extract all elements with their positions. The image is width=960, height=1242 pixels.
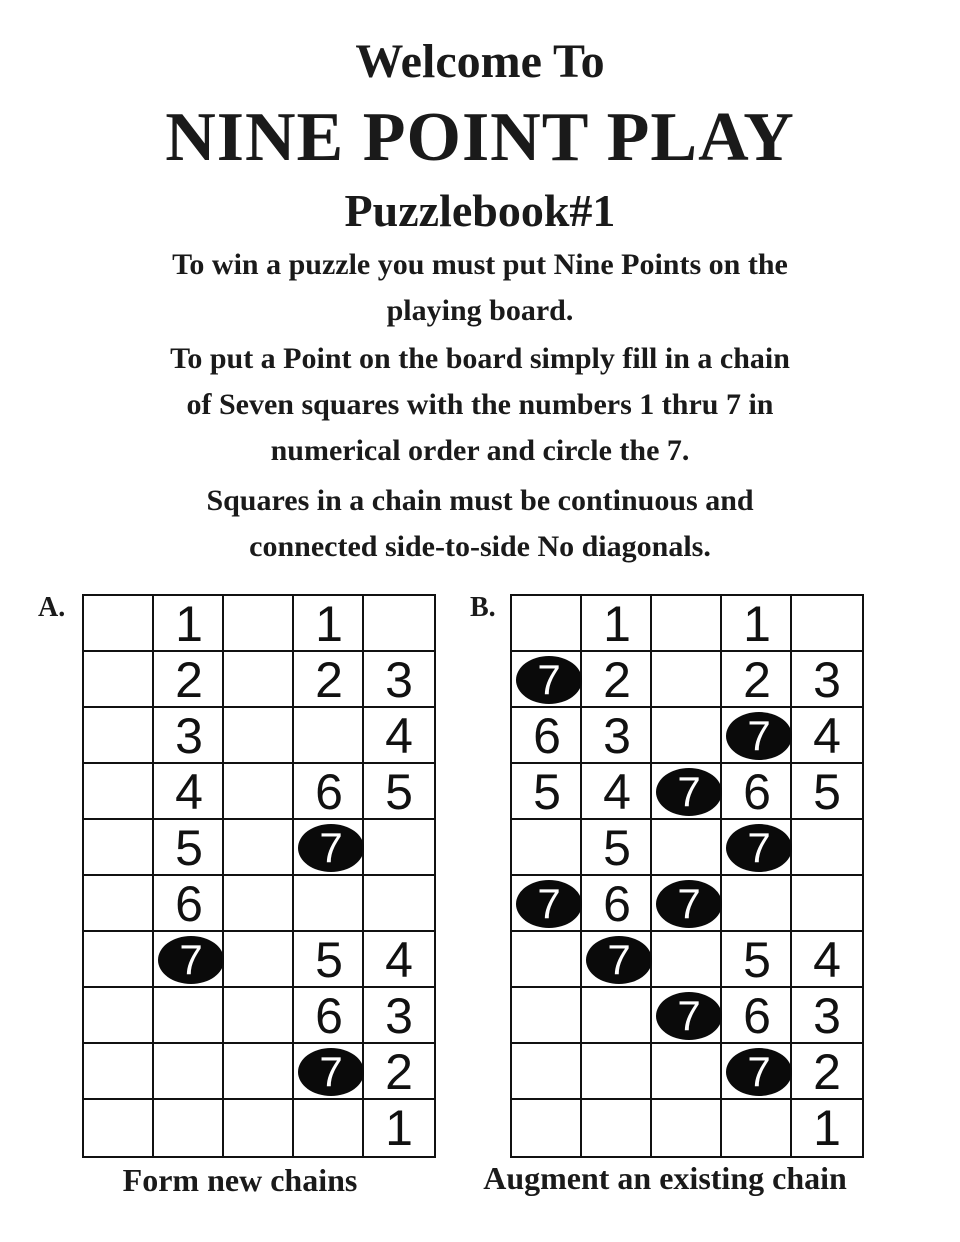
circled-seven: 7 — [656, 992, 722, 1040]
grid-cell[interactable] — [154, 820, 224, 876]
cell-number: 3 — [385, 652, 413, 708]
grid-cell[interactable] — [582, 820, 652, 876]
grid-cell[interactable] — [792, 820, 862, 876]
grid-cell[interactable] — [154, 764, 224, 820]
rule-line: playing board. — [386, 294, 574, 327]
circled-seven: 7 — [726, 1048, 792, 1096]
grid-cell[interactable] — [294, 820, 364, 876]
circled-seven: 7 — [656, 768, 722, 816]
rule-line: connected side-to-side No diagonals. — [249, 530, 711, 563]
grid-cell[interactable] — [294, 1044, 364, 1100]
grid-cell[interactable] — [792, 1100, 862, 1156]
grid-cell[interactable] — [154, 708, 224, 764]
grid-cell[interactable] — [84, 764, 154, 820]
cell-number: 2 — [175, 652, 203, 708]
grid-cell[interactable] — [792, 932, 862, 988]
cell-number: 4 — [175, 764, 203, 820]
grid-cell[interactable] — [582, 932, 652, 988]
grid-cell[interactable] — [224, 876, 294, 932]
grid-cell[interactable] — [294, 1100, 364, 1156]
board-b-caption: Augment an existing chain — [483, 1160, 847, 1196]
grid-cell[interactable] — [84, 932, 154, 988]
rule-line: of Seven squares with the numbers 1 thru 7 in — [186, 388, 774, 421]
grid-cell[interactable] — [364, 708, 434, 764]
cell-number: 2 — [813, 1044, 841, 1100]
cell-number: 3 — [813, 988, 841, 1044]
cell-number: 4 — [813, 932, 841, 988]
cell-number: 5 — [743, 932, 771, 988]
grid-cell[interactable] — [792, 988, 862, 1044]
rule-line: numerical order and circle the 7. — [270, 434, 690, 467]
grid-cell[interactable] — [224, 932, 294, 988]
circled-seven: 7 — [586, 936, 652, 984]
cell-number: 3 — [385, 988, 413, 1044]
cell-number: 5 — [175, 820, 203, 876]
cell-number: 6 — [743, 764, 771, 820]
cell-number: 2 — [315, 652, 343, 708]
grid-cell[interactable] — [792, 876, 862, 932]
grid-cell[interactable] — [652, 652, 722, 708]
grid-cell[interactable] — [154, 876, 224, 932]
cell-number: 5 — [315, 932, 343, 988]
grid-cell[interactable] — [792, 1044, 862, 1100]
grid-cell[interactable] — [512, 988, 582, 1044]
cell-number: 4 — [385, 708, 413, 764]
board-b-grid — [510, 594, 864, 1158]
cell-number: 4 — [603, 764, 631, 820]
cell-number: 4 — [385, 932, 413, 988]
grid-cell[interactable] — [512, 1044, 582, 1100]
cell-number: 1 — [385, 1100, 413, 1156]
circled-seven: 7 — [298, 1048, 364, 1096]
grid-cell[interactable] — [582, 1044, 652, 1100]
grid-cell[interactable] — [582, 596, 652, 652]
cell-number: 1 — [175, 596, 203, 652]
grid-cell[interactable] — [154, 652, 224, 708]
grid-cell[interactable] — [224, 764, 294, 820]
grid-cell[interactable] — [84, 1044, 154, 1100]
grid-cell[interactable] — [224, 708, 294, 764]
circled-seven: 7 — [298, 824, 364, 872]
grid-cell[interactable] — [722, 708, 792, 764]
cell-number: 6 — [315, 764, 343, 820]
grid-cell[interactable] — [294, 988, 364, 1044]
cell-number: 1 — [743, 596, 771, 652]
grid-cell[interactable] — [364, 652, 434, 708]
grid-cell[interactable] — [224, 820, 294, 876]
cell-number: 5 — [533, 764, 561, 820]
grid-cell[interactable] — [652, 1100, 722, 1156]
grid-cell[interactable] — [84, 820, 154, 876]
rule-line: To put a Point on the board simply fill in a chain — [170, 342, 790, 375]
circled-seven: 7 — [726, 712, 792, 760]
grid-cell[interactable] — [364, 988, 434, 1044]
grid-cell[interactable] — [512, 1100, 582, 1156]
grid-cell[interactable] — [722, 1100, 792, 1156]
grid-cell[interactable] — [792, 652, 862, 708]
grid-cell[interactable] — [652, 820, 722, 876]
grid-cell[interactable] — [364, 1044, 434, 1100]
grid-cell[interactable] — [294, 596, 364, 652]
circled-seven: 7 — [726, 824, 792, 872]
grid-cell[interactable] — [652, 932, 722, 988]
grid-cell[interactable] — [294, 876, 364, 932]
grid-cell[interactable] — [364, 932, 434, 988]
grid-cell[interactable] — [294, 708, 364, 764]
grid-cell[interactable] — [294, 652, 364, 708]
grid-cell[interactable] — [512, 708, 582, 764]
grid-cell[interactable] — [364, 876, 434, 932]
cell-number: 1 — [813, 1100, 841, 1156]
circled-seven: 7 — [516, 880, 582, 928]
cell-number: 6 — [743, 988, 771, 1044]
circled-seven: 7 — [516, 656, 582, 704]
board-b-label: B. — [470, 592, 496, 623]
grid-cell[interactable] — [364, 764, 434, 820]
grid-cell[interactable] — [224, 1044, 294, 1100]
grid-cell[interactable] — [154, 596, 224, 652]
grid-cell[interactable] — [652, 764, 722, 820]
cell-number: 4 — [813, 708, 841, 764]
grid-cell[interactable] — [652, 876, 722, 932]
grid-cell[interactable] — [224, 652, 294, 708]
puzzlebook-subtitle: Puzzlebook#1 — [344, 185, 616, 236]
cell-number: 6 — [175, 876, 203, 932]
grid-cell[interactable] — [582, 652, 652, 708]
grid-cell[interactable] — [84, 596, 154, 652]
cell-number: 1 — [315, 596, 343, 652]
cell-number: 3 — [813, 652, 841, 708]
grid-cell[interactable] — [512, 764, 582, 820]
grid-cell[interactable] — [652, 596, 722, 652]
cell-number: 5 — [385, 764, 413, 820]
cell-number: 3 — [603, 708, 631, 764]
cell-number: 5 — [603, 820, 631, 876]
grid-cell[interactable] — [512, 820, 582, 876]
grid-cell[interactable] — [294, 932, 364, 988]
grid-cell[interactable] — [84, 708, 154, 764]
grid-cell[interactable] — [792, 596, 862, 652]
cell-number: 6 — [315, 988, 343, 1044]
cell-number: 6 — [533, 708, 561, 764]
grid-cell[interactable] — [582, 764, 652, 820]
circled-seven: 7 — [656, 880, 722, 928]
board-a-caption: Form new chains — [122, 1162, 358, 1198]
page-title: NINE POINT PLAY — [165, 99, 795, 176]
rule-line: Squares in a chain must be continuous and — [206, 484, 754, 517]
cell-number: 2 — [385, 1044, 413, 1100]
cell-number: 6 — [603, 876, 631, 932]
grid-cell[interactable] — [512, 652, 582, 708]
grid-cell[interactable] — [792, 764, 862, 820]
rule-line: To win a puzzle you must put Nine Points on the — [172, 248, 788, 281]
grid-cell[interactable] — [652, 1044, 722, 1100]
grid-cell[interactable] — [582, 988, 652, 1044]
grid-cell[interactable] — [154, 932, 224, 988]
grid-cell[interactable] — [582, 876, 652, 932]
grid-cell[interactable] — [512, 876, 582, 932]
grid-cell[interactable] — [154, 1044, 224, 1100]
grid-cell[interactable] — [652, 708, 722, 764]
grid-cell[interactable] — [722, 932, 792, 988]
grid-cell[interactable] — [154, 988, 224, 1044]
grid-cell[interactable] — [512, 596, 582, 652]
grid-cell[interactable] — [792, 708, 862, 764]
grid-cell[interactable] — [722, 820, 792, 876]
grid-cell[interactable] — [364, 820, 434, 876]
cell-number: 2 — [743, 652, 771, 708]
grid-cell[interactable] — [224, 1100, 294, 1156]
grid-cell[interactable] — [722, 876, 792, 932]
board-a-label: A. — [38, 592, 66, 623]
grid-cell[interactable] — [582, 708, 652, 764]
grid-cell[interactable] — [512, 932, 582, 988]
grid-cell[interactable] — [722, 988, 792, 1044]
grid-cell[interactable] — [84, 1100, 154, 1156]
grid-cell[interactable] — [722, 596, 792, 652]
grid-cell[interactable] — [84, 652, 154, 708]
grid-cell[interactable] — [364, 596, 434, 652]
grid-cell[interactable] — [84, 988, 154, 1044]
circled-seven: 7 — [158, 936, 224, 984]
grid-cell[interactable] — [224, 988, 294, 1044]
board-a-grid — [82, 594, 436, 1158]
grid-cell[interactable] — [224, 596, 294, 652]
cell-number: 1 — [603, 596, 631, 652]
grid-cell[interactable] — [722, 1044, 792, 1100]
grid-cell[interactable] — [582, 1100, 652, 1156]
grid-cell[interactable] — [294, 764, 364, 820]
cell-number: 2 — [603, 652, 631, 708]
cell-number: 5 — [813, 764, 841, 820]
grid-cell[interactable] — [722, 652, 792, 708]
cell-number: 3 — [175, 708, 203, 764]
grid-cell[interactable] — [364, 1100, 434, 1156]
grid-cell[interactable] — [652, 988, 722, 1044]
grid-cell[interactable] — [84, 876, 154, 932]
grid-cell[interactable] — [154, 1100, 224, 1156]
grid-cell[interactable] — [722, 764, 792, 820]
welcome-heading: Welcome To — [355, 35, 605, 88]
